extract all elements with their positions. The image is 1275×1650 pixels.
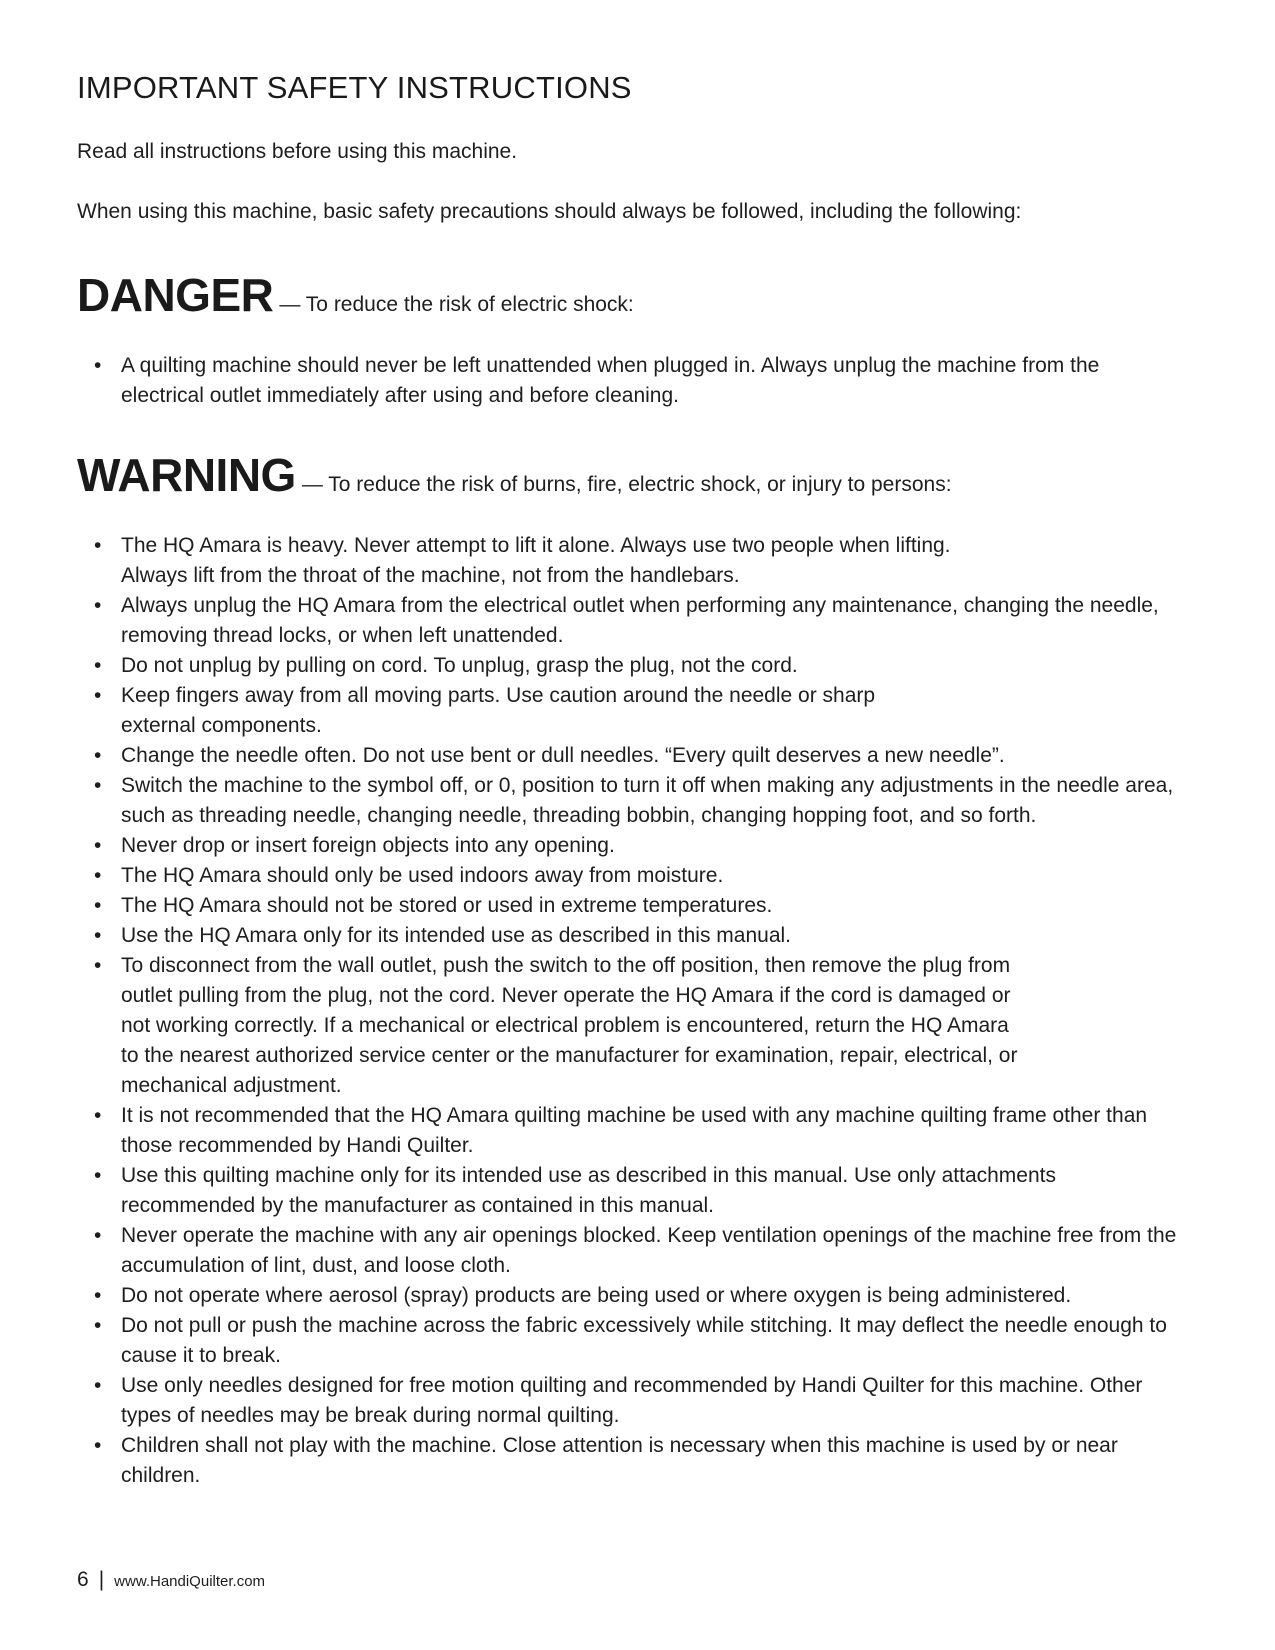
list-item bbox=[77, 651, 1177, 681]
list-item-text: Children shall not play with the machine. Close attention is necessary when this machine is used by or near children. bbox=[121, 1434, 1118, 1487]
list-item bbox=[77, 1311, 1177, 1371]
danger-label: DANGER bbox=[77, 269, 274, 321]
warning-subtitle: — To reduce the risk of burns, fire, electric shock, or injury to persons: bbox=[301, 473, 952, 496]
list-item-text: Switch the machine to the symbol off, or 0, position to turn it off when making any adjustments in the needle area, such as threading needle, changing needle, threading bobbin, changing hopping foot, and so forth. bbox=[121, 774, 1174, 827]
list-item bbox=[77, 1221, 1177, 1281]
page-title: IMPORTANT SAFETY INSTRUCTIONS bbox=[77, 70, 632, 105]
list-item bbox=[77, 921, 1177, 951]
warning-label: WARNING bbox=[77, 449, 296, 501]
bullet-icon: • bbox=[94, 1164, 102, 1187]
danger-heading bbox=[77, 268, 634, 322]
list-item-text: Do not unplug by pulling on cord. To unplug, grasp the plug, not the cord. bbox=[121, 654, 798, 677]
list-item-text: Use the HQ Amara only for its intended use as described in this manual. bbox=[121, 924, 792, 947]
warning-heading bbox=[77, 448, 952, 502]
bullet-icon: • bbox=[94, 534, 102, 557]
bullet-icon: • bbox=[94, 1314, 102, 1337]
list-item bbox=[77, 591, 1177, 651]
list-item-text: Do not operate where aerosol (spray) products are being used or where oxygen is being administered. bbox=[121, 1284, 1072, 1307]
list-item bbox=[77, 1161, 1177, 1221]
list-item-text: A quilting machine should never be left unattended when plugged in. Always unplug the machine from the electrical outlet immediately after using and before cleaning. bbox=[121, 354, 1100, 407]
bullet-icon: • bbox=[94, 894, 102, 917]
list-item-text: Keep fingers away from all moving parts. Use caution around the needle or sharp external components. bbox=[121, 684, 876, 737]
list-item-text: Do not pull or push the machine across the fabric excessively while stitching. It may deflect the needle enough to cause it to break. bbox=[121, 1314, 1167, 1367]
list-item-text: Use only needles designed for free motion quilting and recommended by Handi Quilter for this machine. Other types of needles may be break during normal quilting. bbox=[121, 1374, 1143, 1427]
intro-precautions: When using this machine, basic safety precautions should always be followed, including the following: bbox=[77, 200, 1022, 223]
list-item bbox=[77, 741, 1177, 771]
footer-url: www.HandiQuilter.com bbox=[114, 1573, 266, 1590]
list-item bbox=[77, 1371, 1177, 1431]
bullet-icon: • bbox=[94, 924, 102, 947]
bullet-icon: • bbox=[94, 744, 102, 767]
list-item-text: Change the needle often. Do not use bent or dull needles. “Every quilt deserves a new needle”. bbox=[121, 744, 1005, 767]
list-item bbox=[77, 831, 1177, 861]
page-footer bbox=[77, 1568, 265, 1592]
bullet-icon: • bbox=[94, 1374, 102, 1397]
list-item-text: Always unplug the HQ Amara from the electrical outlet when performing any maintenance, changing the needle, removing thread locks, or when left unattended. bbox=[121, 594, 1159, 647]
list-item bbox=[77, 1101, 1177, 1161]
bullet-icon: • bbox=[94, 774, 102, 797]
list-item-text: The HQ Amara is heavy. Never attempt to lift it alone. Always use two people when lifting. Always lift from the throat of the machine, not from the handlebars. bbox=[121, 534, 951, 587]
list-item-text: The HQ Amara should not be stored or used in extreme temperatures. bbox=[121, 894, 773, 917]
list-item bbox=[77, 891, 1177, 921]
list-item bbox=[77, 771, 1177, 831]
list-item-text: Never drop or insert foreign objects into any opening. bbox=[121, 834, 615, 857]
list-item bbox=[77, 1431, 1177, 1491]
warning-list bbox=[77, 531, 1177, 1491]
bullet-icon: • bbox=[94, 864, 102, 887]
bullet-icon: • bbox=[94, 954, 102, 977]
list-item-text: To disconnect from the wall outlet, push the switch to the off position, then remove the plug from outlet pulling from the plug, not the cord. Never operate the HQ Amara if the cord is damaged or not working correctly. If a mechanical or electrical problem is encountered, return the HQ Amara to the nearest authorized service center or the manufacturer for examination, repair, electrical, or mechanical adjustment. bbox=[121, 954, 1018, 1097]
list-item bbox=[77, 1281, 1177, 1311]
list-item bbox=[77, 351, 1177, 411]
danger-subtitle: — To reduce the risk of electric shock: bbox=[279, 293, 634, 316]
list-item-text: The HQ Amara should only be used indoors away from moisture. bbox=[121, 864, 724, 887]
bullet-icon: • bbox=[94, 1104, 102, 1127]
list-item bbox=[77, 951, 1177, 1101]
list-item bbox=[77, 531, 1177, 591]
bullet-icon: • bbox=[94, 1434, 102, 1457]
list-item-text: It is not recommended that the HQ Amara quilting machine be used with any machine quilting frame other than those recommended by Handi Quilter. bbox=[121, 1104, 1148, 1157]
bullet-icon: • bbox=[94, 834, 102, 857]
bullet-icon: • bbox=[94, 1284, 102, 1307]
bullet-icon: • bbox=[94, 594, 102, 617]
footer-separator: | bbox=[98, 1568, 105, 1591]
bullet-icon: • bbox=[94, 1224, 102, 1247]
page-number: 6 bbox=[77, 1568, 89, 1591]
bullet-icon: • bbox=[94, 654, 102, 677]
list-item-text: Never operate the machine with any air openings blocked. Keep ventilation openings of the machine free from the accumulation of lint, dust, and loose cloth. bbox=[121, 1224, 1177, 1277]
bullet-icon: • bbox=[94, 684, 102, 707]
intro-read-instructions: Read all instructions before using this machine. bbox=[77, 140, 518, 163]
list-item-text: Use this quilting machine only for its intended use as described in this manual. Use only attachments recommended by the manufacturer as contained in this manual. bbox=[121, 1164, 1056, 1217]
danger-list bbox=[77, 351, 1177, 411]
list-item bbox=[77, 681, 1177, 741]
list-item bbox=[77, 861, 1177, 891]
bullet-icon: • bbox=[94, 354, 102, 377]
